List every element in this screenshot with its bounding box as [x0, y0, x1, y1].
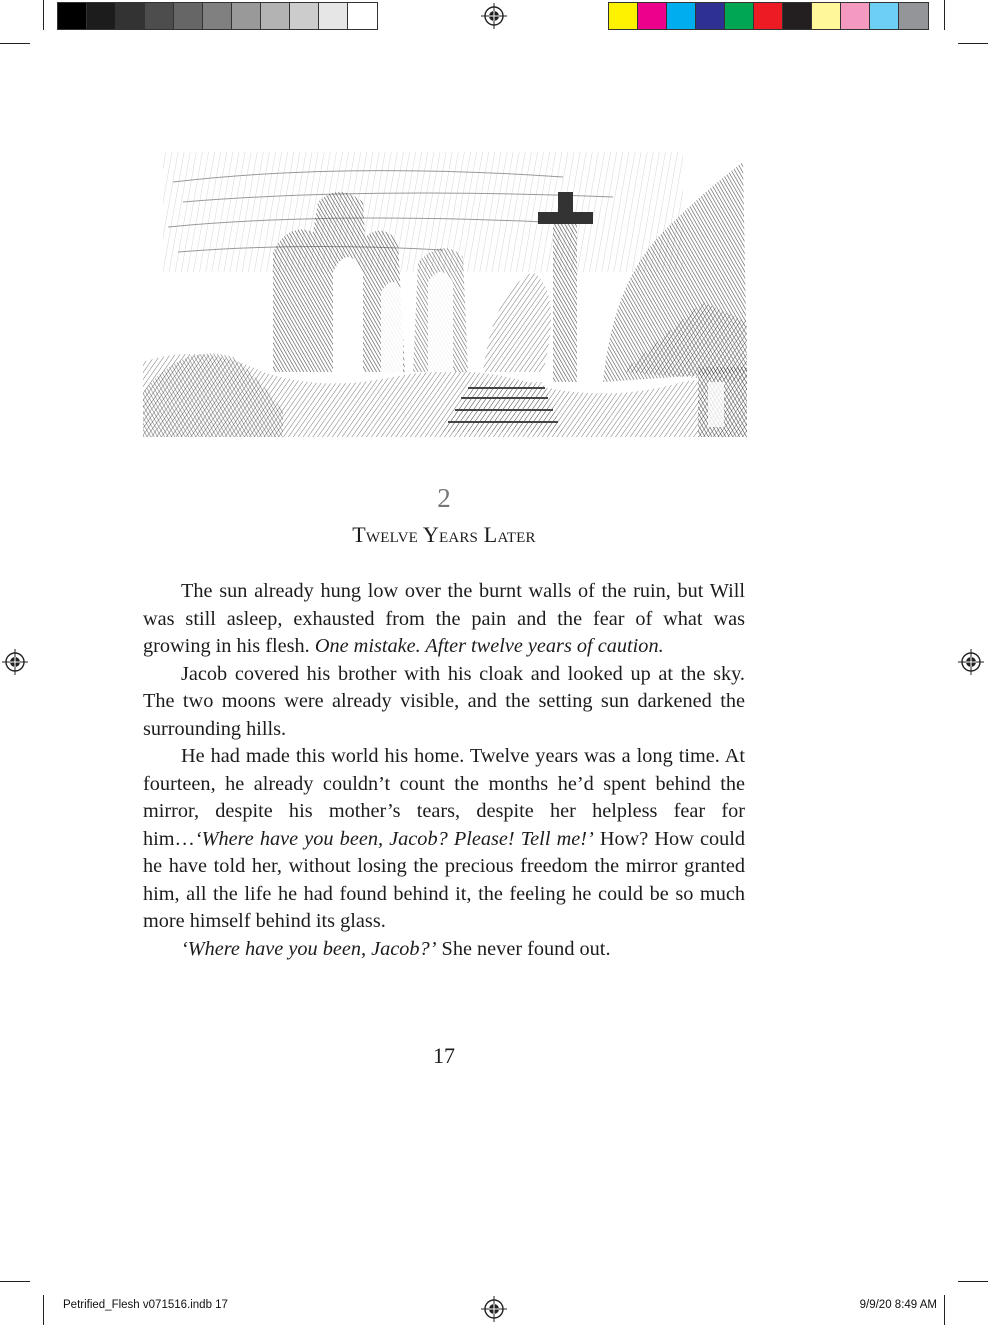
grayscale-swatch: [232, 3, 261, 29]
chapter-number: 2: [437, 483, 451, 513]
crop-mark: [958, 43, 988, 44]
crop-mark: [944, 0, 945, 30]
process-color-swatch: [638, 3, 667, 29]
process-color-swatch: [725, 3, 754, 29]
process-color-swatch: [667, 3, 696, 29]
printer-slug-timestamp: 9/9/20 8:49 AM: [859, 1299, 937, 1311]
crop-mark: [944, 1295, 945, 1325]
grayscale-swatch: [58, 3, 87, 29]
process-color-swatch: [609, 3, 638, 29]
grayscale-swatch: [348, 3, 377, 29]
grayscale-swatch: [319, 3, 348, 29]
registration-mark-icon: [958, 649, 984, 675]
italic-text-run: One mistake. After twelve years of caution.: [314, 635, 664, 657]
italic-text-run: ‘Where have you been, Jacob? Please! Tell me!’: [194, 827, 594, 850]
text-run: He had made this world his home. Twelve years was a long time. At fourteen, he already couldn’t count the months he’d spent behind the mirror, despite his mother’s tears, despite her helpless fear for him…: [143, 745, 745, 850]
process-color-swatch: [783, 3, 812, 29]
paragraph: [143, 936, 745, 964]
process-color-bar: [608, 2, 929, 30]
grayscale-color-bar: [57, 2, 378, 30]
crop-mark: [43, 0, 44, 30]
registration-mark-icon: [481, 1296, 507, 1322]
text-run: The sun already hung low over the burnt walls of the ruin, but Will was still asleep, exhausted from the pain and the fear of what was growing in his flesh.: [143, 580, 745, 657]
crop-mark: [43, 1295, 44, 1325]
process-color-swatch: [754, 3, 783, 29]
chapter-body-text: [143, 578, 745, 963]
grayscale-swatch: [145, 3, 174, 29]
crop-mark: [0, 1281, 30, 1282]
grayscale-swatch: [116, 3, 145, 29]
text-run: Jacob covered his brother with his cloak and looked up at the sky. The two moons were already visible, and the setting sun darkened the surrounding hills.: [143, 662, 745, 740]
ruins-illustration: [143, 142, 747, 437]
paragraph: [143, 661, 745, 744]
process-color-swatch: [812, 3, 841, 29]
paragraph: [143, 578, 745, 661]
chapter-title: Twelve Years Later: [352, 522, 536, 547]
text-run: She never found out.: [436, 937, 611, 960]
crop-mark: [0, 43, 30, 44]
process-color-swatch: [696, 3, 725, 29]
printer-slug-filename: Petrified_Flesh v071516.indb 17: [63, 1299, 228, 1311]
italic-text-run: ‘Where have you been, Jacob?’: [181, 937, 437, 960]
crop-mark: [958, 1281, 988, 1282]
text-run: How? How could he have told her, without losing the precious freedom the mirror granted him, all the life he had found behind it, the feeling he could be so much more himself behind its glass.: [143, 827, 746, 932]
registration-mark-icon: [2, 649, 28, 675]
registration-mark-icon: [481, 3, 507, 29]
grayscale-swatch: [290, 3, 319, 29]
grayscale-swatch: [87, 3, 116, 29]
page-number: 17: [433, 1043, 455, 1068]
grayscale-swatch: [261, 3, 290, 29]
process-color-swatch: [841, 3, 870, 29]
grayscale-swatch: [174, 3, 203, 29]
paragraph: [143, 743, 745, 936]
process-color-swatch: [899, 3, 928, 29]
process-color-swatch: [870, 3, 899, 29]
grayscale-swatch: [203, 3, 232, 29]
